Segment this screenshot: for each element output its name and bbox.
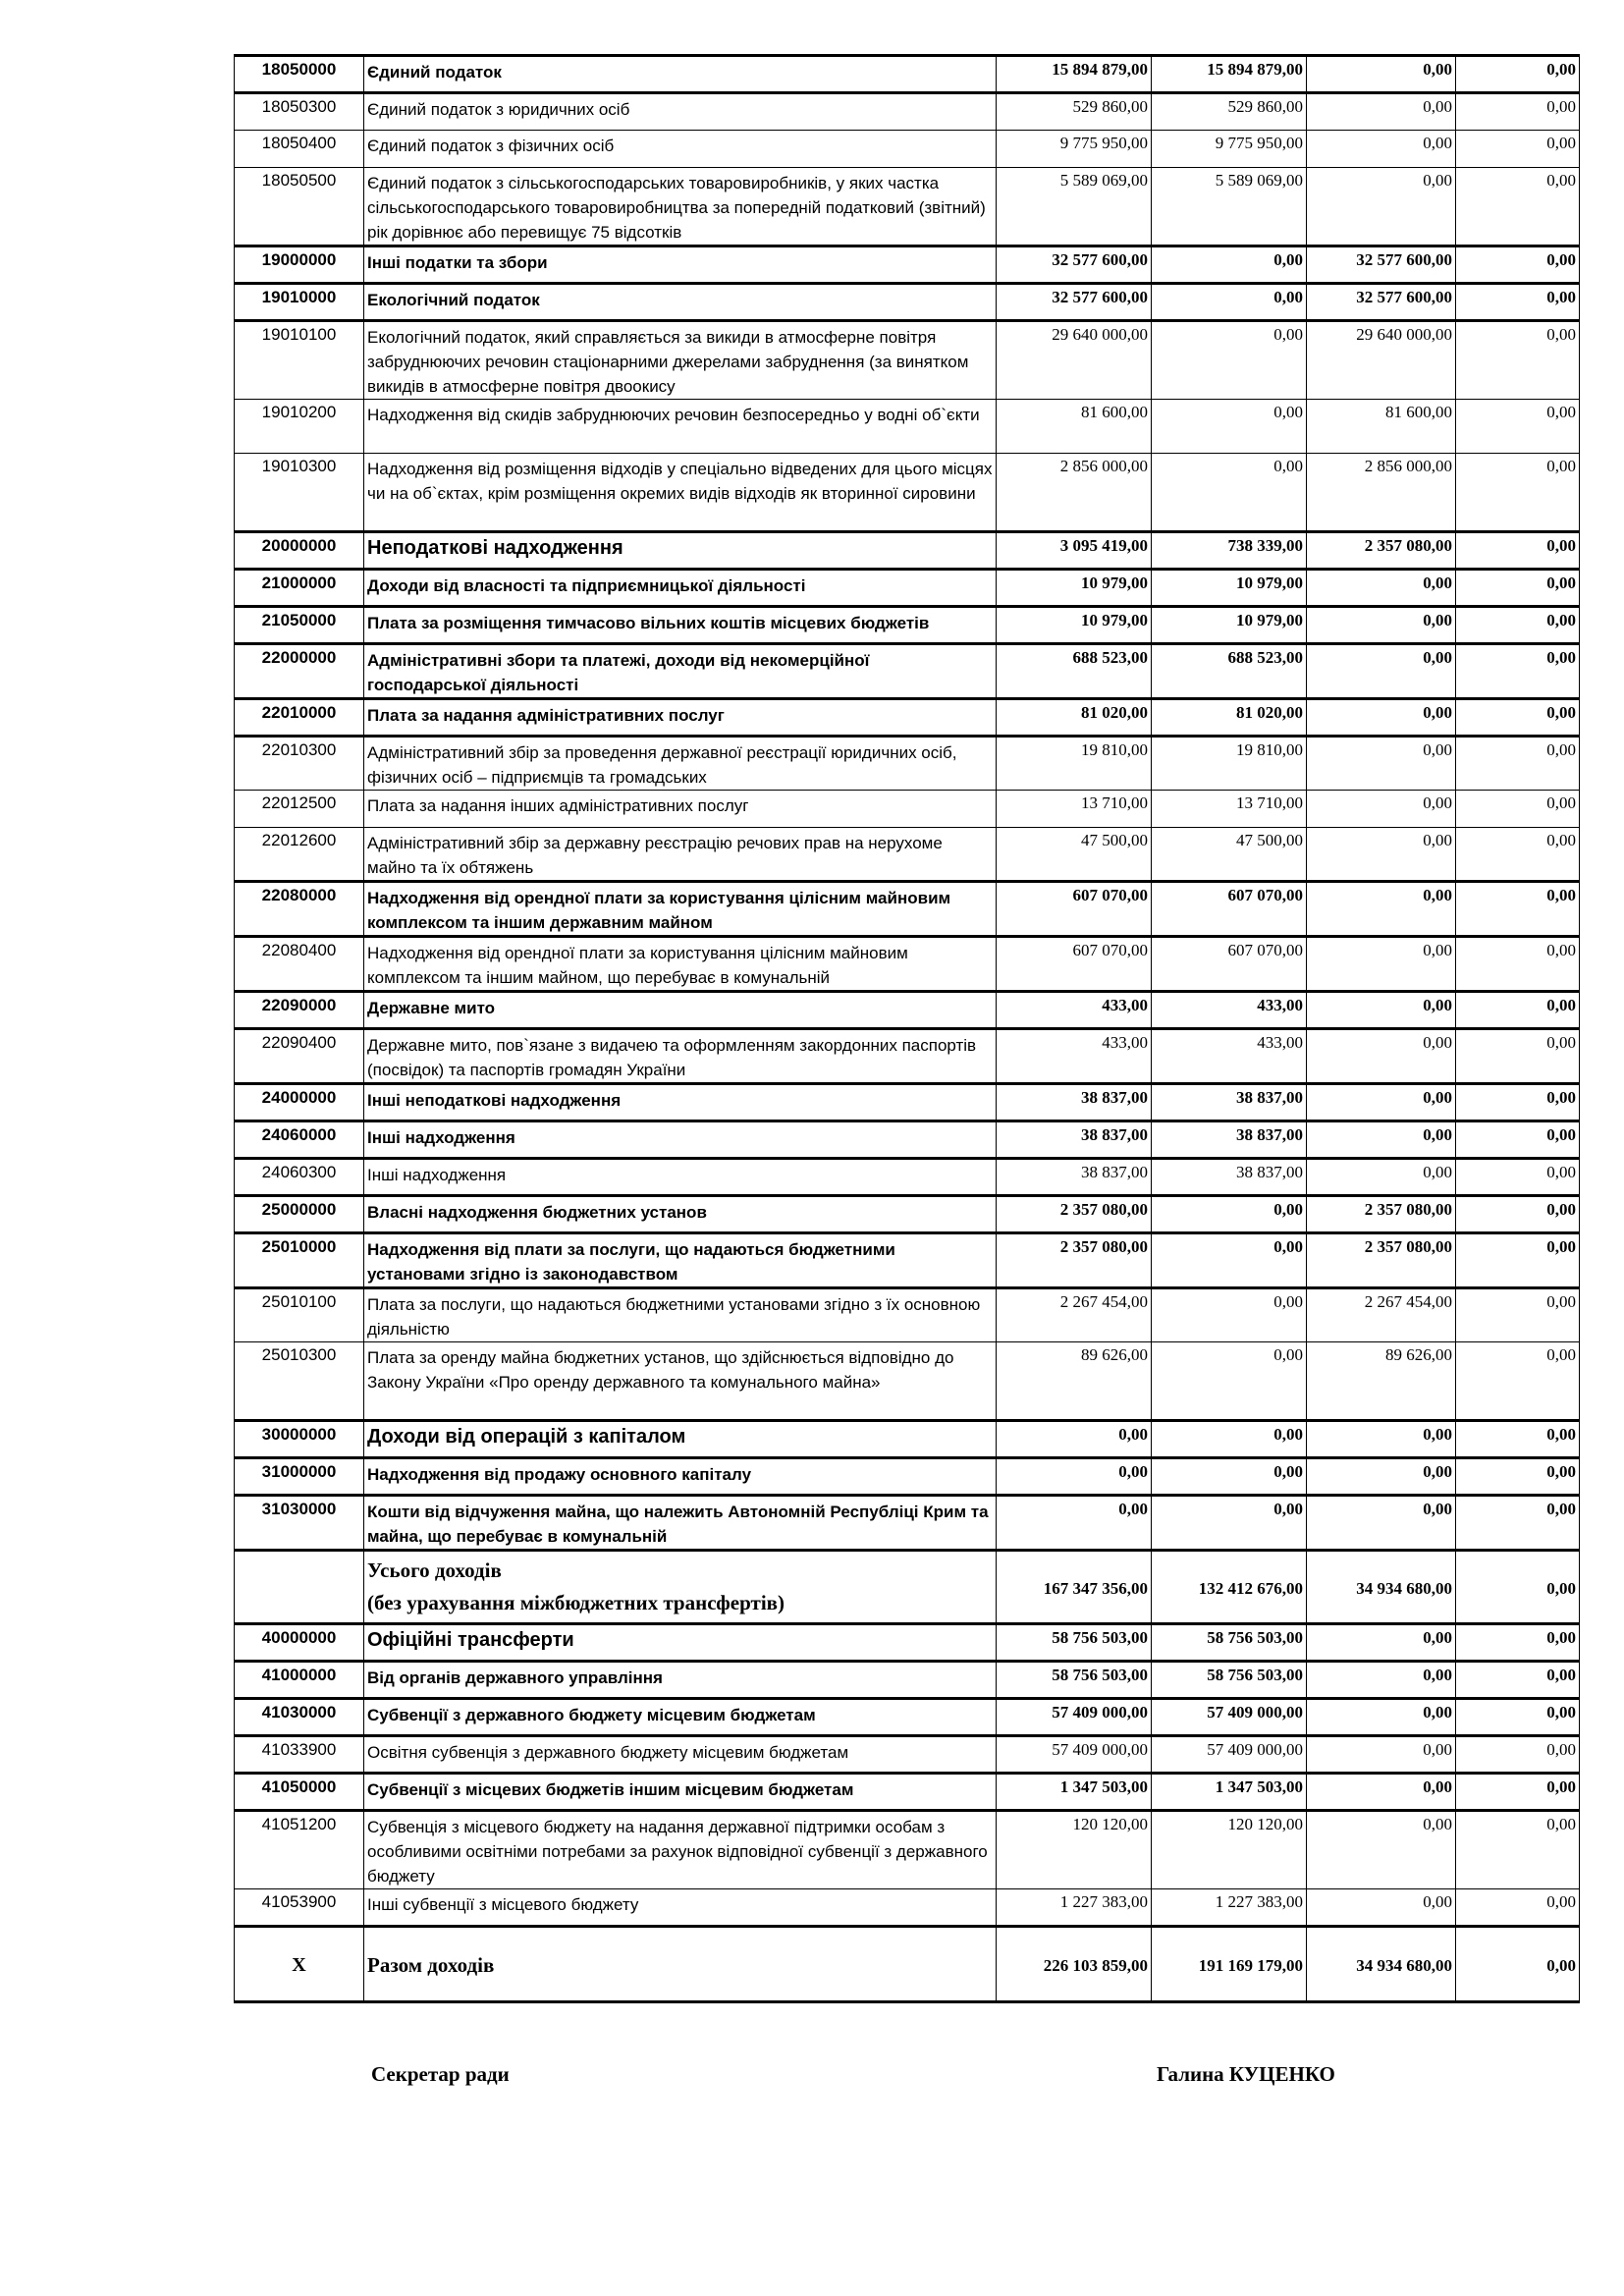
row-development-budget: 0,00 (1456, 992, 1580, 1029)
table-row (235, 1624, 1580, 1662)
row-code: 25010100 (235, 1288, 364, 1342)
row-general-fund: 58 756 503,00 (1152, 1624, 1307, 1662)
row-total: 3 095 419,00 (997, 532, 1152, 570)
row-name: Екологічний податок, який справляється за викиди в атмосферне повітря забруднюючих речовин стаціонарними джерелами забруднення (за винятком викидів в атмосферне повітря двоокису (364, 321, 997, 400)
table-row (235, 607, 1580, 644)
row-development-budget: 0,00 (1456, 1774, 1580, 1811)
row-development-budget: 0,00 (1456, 737, 1580, 791)
row-code: 41033900 (235, 1736, 364, 1774)
table-row (235, 1421, 1580, 1458)
row-name: Доходи від власності та підприємницької діяльності (364, 570, 997, 607)
table-row (235, 321, 1580, 400)
table-row (235, 1159, 1580, 1196)
row-special-fund: 0,00 (1307, 737, 1456, 791)
row-general-fund: 132 412 676,00 (1152, 1551, 1307, 1624)
row-total: 10 979,00 (997, 570, 1152, 607)
row-special-fund: 0,00 (1307, 1084, 1456, 1121)
row-name: Плата за надання адміністративних послуг (364, 699, 997, 737)
table-row (235, 570, 1580, 607)
row-development-budget: 0,00 (1456, 1159, 1580, 1196)
row-total: 433,00 (997, 992, 1152, 1029)
row-total: 2 357 080,00 (997, 1233, 1152, 1288)
row-general-fund: 81 020,00 (1152, 699, 1307, 737)
row-development-budget: 0,00 (1456, 1196, 1580, 1233)
row-development-budget: 0,00 (1456, 699, 1580, 737)
row-general-fund: 38 837,00 (1152, 1121, 1307, 1159)
row-development-budget: 0,00 (1456, 1551, 1580, 1624)
row-development-budget: 0,00 (1456, 1421, 1580, 1458)
row-development-budget: 0,00 (1456, 1458, 1580, 1496)
row-name: Єдиний податок з сільськогосподарських товаровиробників, у яких частка сільськогосподарського товаровиробництва за попередній податковий (звітний) рік дорівнює або перевищує 75 відсотків (364, 168, 997, 246)
table-row (235, 1029, 1580, 1084)
table-row (235, 1233, 1580, 1288)
row-development-budget: 0,00 (1456, 607, 1580, 644)
signature-position: Секретар ради (371, 2062, 510, 2086)
row-special-fund: 0,00 (1307, 992, 1456, 1029)
row-total: 607 070,00 (997, 882, 1152, 937)
row-name: Інші податки та збори (364, 246, 997, 284)
row-development-budget: 0,00 (1456, 1342, 1580, 1421)
row-general-fund: 13 710,00 (1152, 791, 1307, 828)
row-development-budget: 0,00 (1456, 321, 1580, 400)
row-development-budget: 0,00 (1456, 1624, 1580, 1662)
row-special-fund: 2 267 454,00 (1307, 1288, 1456, 1342)
row-special-fund: 32 577 600,00 (1307, 284, 1456, 321)
row-general-fund: 0,00 (1152, 1233, 1307, 1288)
row-total: 1 347 503,00 (997, 1774, 1152, 1811)
row-total: 1 227 383,00 (997, 1889, 1152, 1927)
row-development-budget: 0,00 (1456, 1889, 1580, 1927)
row-total: 38 837,00 (997, 1121, 1152, 1159)
row-total: 19 810,00 (997, 737, 1152, 791)
row-total: 120 120,00 (997, 1811, 1152, 1889)
row-name: Єдиний податок з фізичних осіб (364, 131, 997, 168)
row-total: 0,00 (997, 1496, 1152, 1551)
row-code: 25010000 (235, 1233, 364, 1288)
row-development-budget: 0,00 (1456, 644, 1580, 699)
row-special-fund: 0,00 (1307, 131, 1456, 168)
row-total: 29 640 000,00 (997, 321, 1152, 400)
row-special-fund: 0,00 (1307, 791, 1456, 828)
row-general-fund: 607 070,00 (1152, 882, 1307, 937)
row-general-fund: 15 894 879,00 (1152, 56, 1307, 93)
row-general-fund: 58 756 503,00 (1152, 1662, 1307, 1699)
row-development-budget: 0,00 (1456, 937, 1580, 992)
row-development-budget: 0,00 (1456, 56, 1580, 93)
table-row (235, 937, 1580, 992)
row-code: 22080400 (235, 937, 364, 992)
table-row (235, 1736, 1580, 1774)
row-name: Субвенції з місцевих бюджетів іншим місцевим бюджетам (364, 1774, 997, 1811)
row-general-fund: 0,00 (1152, 1421, 1307, 1458)
table-row (235, 1084, 1580, 1121)
row-code: 41053900 (235, 1889, 364, 1927)
table-row (235, 1927, 1580, 2002)
row-total: 0,00 (997, 1421, 1152, 1458)
row-name: Доходи від операцій з капіталом (364, 1421, 997, 1458)
row-special-fund: 0,00 (1307, 1889, 1456, 1927)
table-row (235, 246, 1580, 284)
row-development-budget: 0,00 (1456, 1699, 1580, 1736)
table-row (235, 1699, 1580, 1736)
revenue-table-body (235, 56, 1580, 2002)
row-code: 31000000 (235, 1458, 364, 1496)
row-general-fund: 433,00 (1152, 1029, 1307, 1084)
row-name: Інші надходження (364, 1121, 997, 1159)
row-total: 167 347 356,00 (997, 1551, 1152, 1624)
row-special-fund: 0,00 (1307, 1811, 1456, 1889)
row-code: 19000000 (235, 246, 364, 284)
row-code: 19010000 (235, 284, 364, 321)
row-name: Надходження від скидів забруднюючих речовин безпосередньо у водні об`єкти (364, 400, 997, 454)
row-general-fund: 57 409 000,00 (1152, 1736, 1307, 1774)
row-special-fund: 0,00 (1307, 1029, 1456, 1084)
row-special-fund: 0,00 (1307, 882, 1456, 937)
table-row (235, 1342, 1580, 1421)
table-row (235, 1774, 1580, 1811)
row-name: Разом доходів (364, 1927, 997, 2002)
row-total: 89 626,00 (997, 1342, 1152, 1421)
row-general-fund: 529 860,00 (1152, 93, 1307, 131)
row-general-fund: 57 409 000,00 (1152, 1699, 1307, 1736)
table-row (235, 454, 1580, 532)
row-total: 2 856 000,00 (997, 454, 1152, 532)
table-row (235, 828, 1580, 882)
row-special-fund: 34 934 680,00 (1307, 1927, 1456, 2002)
row-name: Державне мито (364, 992, 997, 1029)
row-total: 607 070,00 (997, 937, 1152, 992)
row-code: 22012600 (235, 828, 364, 882)
row-name: Єдиний податок (364, 56, 997, 93)
row-special-fund: 89 626,00 (1307, 1342, 1456, 1421)
row-development-budget: 0,00 (1456, 400, 1580, 454)
row-code: 22090000 (235, 992, 364, 1029)
table-row (235, 1288, 1580, 1342)
table-row (235, 1811, 1580, 1889)
row-code: 22080000 (235, 882, 364, 937)
table-row (235, 1662, 1580, 1699)
row-special-fund: 0,00 (1307, 937, 1456, 992)
row-total: 81 600,00 (997, 400, 1152, 454)
row-code: 41000000 (235, 1662, 364, 1699)
table-row (235, 699, 1580, 737)
table-row (235, 737, 1580, 791)
row-code: 24060300 (235, 1159, 364, 1196)
row-general-fund: 0,00 (1152, 454, 1307, 532)
row-general-fund: 433,00 (1152, 992, 1307, 1029)
table-row (235, 284, 1580, 321)
row-name: Субвенція з місцевого бюджету на надання державної підтримки особам з особливими освітніми потребами за рахунок відповідної субвенції з державного бюджету (364, 1811, 997, 1889)
row-general-fund: 738 339,00 (1152, 532, 1307, 570)
row-special-fund: 0,00 (1307, 56, 1456, 93)
row-name: Неподаткові надходження (364, 532, 997, 570)
row-code: 19010200 (235, 400, 364, 454)
row-development-budget: 0,00 (1456, 246, 1580, 284)
row-special-fund: 0,00 (1307, 1496, 1456, 1551)
table-row (235, 1121, 1580, 1159)
table-row (235, 1889, 1580, 1927)
row-total: 58 756 503,00 (997, 1624, 1152, 1662)
row-general-fund: 10 979,00 (1152, 607, 1307, 644)
table-row (235, 791, 1580, 828)
row-name: Плата за розміщення тимчасово вільних коштів місцевих бюджетів (364, 607, 997, 644)
row-code: 22000000 (235, 644, 364, 699)
row-development-budget: 0,00 (1456, 1233, 1580, 1288)
row-name: Плата за послуги, що надаються бюджетними установами згідно з їх основною діяльністю (364, 1288, 997, 1342)
row-name: Кошти від відчуження майна, що належить Автономній Республіці Крим та майна, що перебуває в комунальній (364, 1496, 997, 1551)
row-special-fund: 0,00 (1307, 168, 1456, 246)
row-code: 41051200 (235, 1811, 364, 1889)
row-general-fund: 607 070,00 (1152, 937, 1307, 992)
row-total: 10 979,00 (997, 607, 1152, 644)
row-special-fund: 34 934 680,00 (1307, 1551, 1456, 1624)
row-code: 30000000 (235, 1421, 364, 1458)
row-special-fund: 0,00 (1307, 699, 1456, 737)
row-development-budget: 0,00 (1456, 828, 1580, 882)
row-total: 57 409 000,00 (997, 1736, 1152, 1774)
row-name: Надходження від плати за послуги, що надаються бюджетними установами згідно із законодавством (364, 1233, 997, 1288)
row-special-fund: 0,00 (1307, 1421, 1456, 1458)
row-special-fund: 81 600,00 (1307, 400, 1456, 454)
row-special-fund: 0,00 (1307, 644, 1456, 699)
row-development-budget: 0,00 (1456, 93, 1580, 131)
row-name: Інші субвенції з місцевого бюджету (364, 1889, 997, 1927)
row-special-fund: 0,00 (1307, 1736, 1456, 1774)
row-name: Субвенції з державного бюджету місцевим бюджетам (364, 1699, 997, 1736)
row-special-fund: 0,00 (1307, 607, 1456, 644)
table-row (235, 93, 1580, 131)
row-name: Надходження від розміщення відходів у спеціально відведених для цього місцях чи на об`єктах, крім розміщення окремих видів відходів як вторинної сировини (364, 454, 997, 532)
row-special-fund: 0,00 (1307, 1774, 1456, 1811)
row-general-fund: 0,00 (1152, 321, 1307, 400)
row-code: 22010300 (235, 737, 364, 791)
row-general-fund: 0,00 (1152, 400, 1307, 454)
row-general-fund: 0,00 (1152, 1342, 1307, 1421)
row-code: 25000000 (235, 1196, 364, 1233)
row-development-budget: 0,00 (1456, 284, 1580, 321)
row-total: 5 589 069,00 (997, 168, 1152, 246)
row-development-budget: 0,00 (1456, 1029, 1580, 1084)
row-general-fund: 0,00 (1152, 284, 1307, 321)
row-general-fund: 120 120,00 (1152, 1811, 1307, 1889)
row-development-budget: 0,00 (1456, 1811, 1580, 1889)
row-total: 2 267 454,00 (997, 1288, 1152, 1342)
row-code (235, 1551, 364, 1624)
row-general-fund: 1 347 503,00 (1152, 1774, 1307, 1811)
row-special-fund: 0,00 (1307, 570, 1456, 607)
row-development-budget: 0,00 (1456, 1288, 1580, 1342)
row-development-budget: 0,00 (1456, 131, 1580, 168)
row-code: 18050500 (235, 168, 364, 246)
row-general-fund: 5 589 069,00 (1152, 168, 1307, 246)
row-code: 22012500 (235, 791, 364, 828)
table-row (235, 532, 1580, 570)
row-code: 20000000 (235, 532, 364, 570)
row-name: Надходження від орендної плати за користування цілісним майновим комплексом та іншим майном, що перебуває в комунальній (364, 937, 997, 992)
row-total: 15 894 879,00 (997, 56, 1152, 93)
row-total: 38 837,00 (997, 1084, 1152, 1121)
row-name: Єдиний податок з юридичних осіб (364, 93, 997, 131)
row-code: 24060000 (235, 1121, 364, 1159)
row-name: Екологічний податок (364, 284, 997, 321)
row-total: 32 577 600,00 (997, 284, 1152, 321)
row-name: Від органів державного управління (364, 1662, 997, 1699)
table-row (235, 1196, 1580, 1233)
row-special-fund: 0,00 (1307, 1699, 1456, 1736)
row-general-fund: 0,00 (1152, 1196, 1307, 1233)
row-special-fund: 2 357 080,00 (1307, 1233, 1456, 1288)
row-total: 0,00 (997, 1458, 1152, 1496)
row-general-fund: 1 227 383,00 (1152, 1889, 1307, 1927)
row-total: 58 756 503,00 (997, 1662, 1152, 1699)
row-special-fund: 0,00 (1307, 93, 1456, 131)
row-general-fund: 19 810,00 (1152, 737, 1307, 791)
row-special-fund: 2 856 000,00 (1307, 454, 1456, 532)
row-special-fund: 2 357 080,00 (1307, 1196, 1456, 1233)
row-code: 22090400 (235, 1029, 364, 1084)
row-development-budget: 0,00 (1456, 1496, 1580, 1551)
row-code: 25010300 (235, 1342, 364, 1421)
row-code: 41030000 (235, 1699, 364, 1736)
row-development-budget: 0,00 (1456, 454, 1580, 532)
row-total: 529 860,00 (997, 93, 1152, 131)
row-total: 433,00 (997, 1029, 1152, 1084)
row-code: 41050000 (235, 1774, 364, 1811)
table-row (235, 168, 1580, 246)
row-development-budget: 0,00 (1456, 1662, 1580, 1699)
row-name: Адміністративний збір за державну реєстрацію речових прав на нерухоме майно та їх обтяжень (364, 828, 997, 882)
signature-name: Галина КУЦЕНКО (1157, 2062, 1335, 2086)
row-special-fund: 32 577 600,00 (1307, 246, 1456, 284)
row-name: Адміністративний збір за проведення державної реєстрації юридичних осіб, фізичних осіб – підприємців та громадських (364, 737, 997, 791)
row-development-budget: 0,00 (1456, 791, 1580, 828)
row-name: Інші неподаткові надходження (364, 1084, 997, 1121)
row-code: 21000000 (235, 570, 364, 607)
row-development-budget: 0,00 (1456, 1121, 1580, 1159)
row-name: Освітня субвенція з державного бюджету місцевим бюджетам (364, 1736, 997, 1774)
row-special-fund: 29 640 000,00 (1307, 321, 1456, 400)
row-general-fund: 9 775 950,00 (1152, 131, 1307, 168)
row-general-fund: 191 169 179,00 (1152, 1927, 1307, 2002)
row-special-fund: 0,00 (1307, 1662, 1456, 1699)
row-general-fund: 47 500,00 (1152, 828, 1307, 882)
table-row (235, 644, 1580, 699)
row-name: Адміністративні збори та платежі, доходи від некомерційної господарської діяльності (364, 644, 997, 699)
row-name: Офіційні трансферти (364, 1624, 997, 1662)
row-code: Х (235, 1927, 364, 2002)
row-total: 38 837,00 (997, 1159, 1152, 1196)
row-total: 9 775 950,00 (997, 131, 1152, 168)
table-row (235, 1551, 1580, 1624)
row-code: 22010000 (235, 699, 364, 737)
row-total: 13 710,00 (997, 791, 1152, 828)
row-development-budget: 0,00 (1456, 1736, 1580, 1774)
row-code: 18050400 (235, 131, 364, 168)
row-general-fund: 0,00 (1152, 246, 1307, 284)
row-special-fund: 2 357 080,00 (1307, 532, 1456, 570)
row-special-fund: 0,00 (1307, 1624, 1456, 1662)
table-row (235, 1496, 1580, 1551)
row-name: Плата за оренду майна бюджетних установ, що здійснюється відповідно до Закону України «Про оренду державного та комунального майна» (364, 1342, 997, 1421)
row-code: 21050000 (235, 607, 364, 644)
row-special-fund: 0,00 (1307, 1159, 1456, 1196)
row-name: Усього доходів (без урахування міжбюджетних трансфертів) (364, 1551, 997, 1624)
row-name: Інші надходження (364, 1159, 997, 1196)
row-total: 2 357 080,00 (997, 1196, 1152, 1233)
table-row (235, 1458, 1580, 1496)
row-development-budget: 0,00 (1456, 570, 1580, 607)
row-code: 18050300 (235, 93, 364, 131)
row-name: Надходження від орендної плати за користування цілісним майновим комплексом та іншим державним майном (364, 882, 997, 937)
row-general-fund: 688 523,00 (1152, 644, 1307, 699)
row-development-budget: 0,00 (1456, 532, 1580, 570)
row-development-budget: 0,00 (1456, 168, 1580, 246)
table-row (235, 882, 1580, 937)
row-total: 57 409 000,00 (997, 1699, 1152, 1736)
row-special-fund: 0,00 (1307, 828, 1456, 882)
table-row (235, 400, 1580, 454)
revenue-table (234, 54, 1580, 2003)
row-code: 24000000 (235, 1084, 364, 1121)
row-total: 47 500,00 (997, 828, 1152, 882)
row-special-fund: 0,00 (1307, 1458, 1456, 1496)
row-name: Надходження від продажу основного капіталу (364, 1458, 997, 1496)
row-name: Власні надходження бюджетних установ (364, 1196, 997, 1233)
row-general-fund: 0,00 (1152, 1458, 1307, 1496)
row-code: 40000000 (235, 1624, 364, 1662)
row-code: 19010100 (235, 321, 364, 400)
row-general-fund: 38 837,00 (1152, 1084, 1307, 1121)
table-row (235, 56, 1580, 93)
row-general-fund: 10 979,00 (1152, 570, 1307, 607)
row-total: 226 103 859,00 (997, 1927, 1152, 2002)
row-special-fund: 0,00 (1307, 1121, 1456, 1159)
table-row (235, 131, 1580, 168)
row-code: 31030000 (235, 1496, 364, 1551)
row-total: 688 523,00 (997, 644, 1152, 699)
row-development-budget: 0,00 (1456, 1927, 1580, 2002)
row-name: Державне мито, пов`язане з видачею та оформленням закордонних паспортів (посвідок) та паспортів громадян України (364, 1029, 997, 1084)
row-total: 81 020,00 (997, 699, 1152, 737)
row-general-fund: 0,00 (1152, 1288, 1307, 1342)
row-development-budget: 0,00 (1456, 882, 1580, 937)
row-name: Плата за надання інших адміністративних послуг (364, 791, 997, 828)
row-development-budget: 0,00 (1456, 1084, 1580, 1121)
row-code: 19010300 (235, 454, 364, 532)
row-total: 32 577 600,00 (997, 246, 1152, 284)
row-general-fund: 38 837,00 (1152, 1159, 1307, 1196)
row-general-fund: 0,00 (1152, 1496, 1307, 1551)
row-code: 18050000 (235, 56, 364, 93)
table-row (235, 992, 1580, 1029)
